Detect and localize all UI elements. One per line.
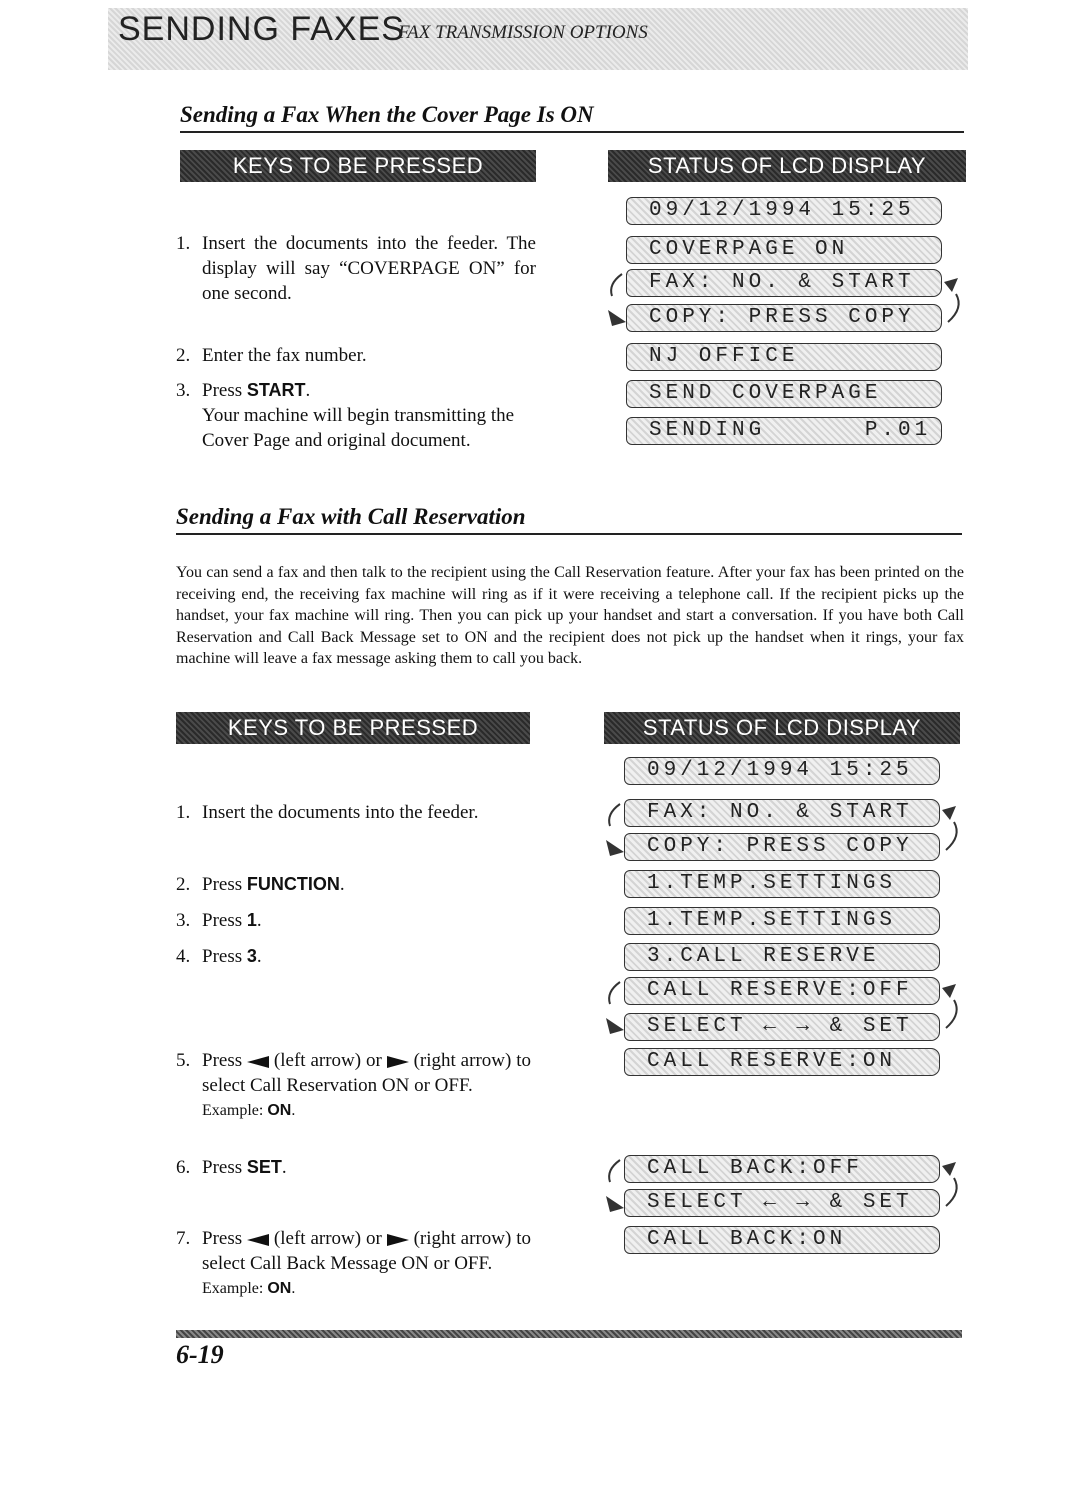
alternate-left-bracket-icon	[602, 978, 626, 1042]
step-text: Press	[202, 1050, 248, 1071]
lcd-line: 1.TEMP.SETTINGS	[624, 870, 940, 898]
step-number: 4.	[176, 946, 191, 967]
footer-band	[176, 1330, 962, 1338]
lcd-line: 1.TEMP.SETTINGS	[624, 907, 940, 935]
alternate-right-bracket-icon	[942, 276, 966, 340]
lcd-line: SEND COVERPAGE	[626, 380, 942, 408]
alternate-left-bracket-icon	[602, 1156, 626, 1220]
section-title-cover-page: Sending a Fax When the Cover Page Is ON	[180, 102, 964, 133]
period: .	[305, 380, 311, 401]
step-number: 2.	[176, 345, 191, 366]
lcd-line: 09/12/1994 15:25	[626, 197, 942, 225]
page-number: 6-19	[176, 1340, 224, 1369]
example-value: ON	[267, 1102, 292, 1119]
alternate-right-bracket-icon	[940, 804, 964, 868]
step-number: 6.	[176, 1157, 191, 1178]
step-text: Enter the fax number.	[202, 345, 367, 366]
step-1	[176, 800, 531, 825]
step-number: 3.	[176, 910, 191, 931]
step-number: 1.	[176, 233, 191, 254]
period: .	[256, 910, 262, 931]
step-2	[176, 872, 531, 897]
step-text: Press	[202, 380, 247, 401]
step-text: Insert the documents into the feeder. The display will say “COVERPAGE ON” for one second.	[202, 233, 536, 304]
lcd-line: COVERPAGE ON	[626, 236, 942, 264]
step-number: 7.	[176, 1228, 191, 1249]
period: .	[291, 1102, 296, 1119]
step-number: 5.	[176, 1050, 191, 1071]
key-set: SET	[246, 1157, 282, 1177]
step-4	[176, 944, 531, 969]
chapter-subtitle: FAX TRANSMISSION OPTIONS	[398, 22, 648, 43]
period: .	[339, 874, 345, 895]
example-value: ON	[267, 1280, 292, 1297]
left-arrow-key-icon	[247, 1234, 269, 1246]
step-number: 1.	[176, 802, 191, 823]
step-5	[176, 1048, 531, 1123]
keys-to-be-pressed-bar: KEYS TO BE PRESSED	[176, 712, 530, 744]
step-2	[176, 343, 536, 368]
lcd-line: CALL BACK:OFF	[624, 1155, 940, 1183]
left-arrow-key-icon	[247, 1056, 269, 1068]
right-arrow-key-icon	[387, 1056, 409, 1068]
example	[202, 1098, 531, 1123]
step-detail: Your machine will begin transmitting the Cover Page and original document.	[202, 405, 515, 451]
step-3	[176, 908, 531, 933]
chapter-title: SENDING FAXES	[118, 10, 405, 48]
lcd-line: 3.CALL RESERVE	[624, 943, 940, 971]
step-number: 3.	[176, 380, 191, 401]
step-text: (right arrow) to select Call Reservation ON or OFF.	[202, 1050, 531, 1096]
step-text: Press	[202, 874, 247, 895]
alternate-left-bracket-icon	[602, 800, 626, 864]
lcd-line: SENDING P.01	[626, 417, 942, 445]
example-label: Example:	[202, 1280, 268, 1297]
keys-to-be-pressed-bar: KEYS TO BE PRESSED	[180, 150, 536, 182]
alternate-right-bracket-icon	[940, 982, 964, 1046]
key-function: FUNCTION	[246, 874, 340, 894]
step-text: Press	[202, 946, 247, 967]
step-text: (left arrow) or	[269, 1050, 387, 1071]
lcd-line: CALL BACK:ON	[624, 1226, 940, 1254]
period: .	[281, 1157, 287, 1178]
step-6	[176, 1155, 531, 1180]
status-lcd-bar: STATUS OF LCD DISPLAY	[608, 150, 966, 182]
period: .	[256, 946, 262, 967]
alternate-right-bracket-icon	[940, 1160, 964, 1224]
key-3: 3	[246, 946, 257, 966]
lcd-line: NJ OFFICE	[626, 343, 942, 371]
step-7	[176, 1226, 531, 1301]
lcd-line: SELECT ← → & SET	[624, 1189, 940, 1217]
step-text: Press	[202, 1228, 248, 1249]
key-1: 1	[246, 910, 257, 930]
lcd-line: FAX: NO. & START	[626, 269, 942, 297]
step-3	[176, 378, 536, 453]
key-start: START	[246, 380, 306, 400]
lcd-line: COPY: PRESS COPY	[626, 304, 942, 332]
lcd-line: SELECT ← → & SET	[624, 1013, 940, 1041]
step-number: 2.	[176, 874, 191, 895]
lcd-line: CALL RESERVE:ON	[624, 1048, 940, 1076]
right-arrow-key-icon	[387, 1234, 409, 1246]
lcd-line: FAX: NO. & START	[624, 799, 940, 827]
lcd-line: CALL RESERVE:OFF	[624, 977, 940, 1005]
status-lcd-bar: STATUS OF LCD DISPLAY	[604, 712, 960, 744]
step-text: Press	[202, 910, 247, 931]
step-text: (right arrow) to select Call Back Message ON or OFF.	[202, 1228, 531, 1274]
example-label: Example:	[202, 1102, 268, 1119]
step-text: Insert the documents into the feeder.	[202, 802, 479, 823]
lcd-line: 09/12/1994 15:25	[624, 757, 940, 785]
alternate-left-bracket-icon	[604, 270, 628, 334]
step-1	[176, 231, 536, 306]
section-title-call-reservation: Sending a Fax with Call Reservation	[176, 504, 962, 535]
lcd-line: COPY: PRESS COPY	[624, 833, 940, 861]
period: .	[291, 1280, 296, 1297]
step-text: (left arrow) or	[269, 1228, 387, 1249]
call-reservation-description: You can send a fax and then talk to the recipient using the Call Reservation feature. After your fax has been printed on the receiving end, the receiving fax machine will ring as if it were receiving a telephone call. If the recipient picks up the handset, your fax machine will ring. Then you can pick up your handset and start a conversation. If you have both Call Reservation and Call Back Message set to ON and the recipient does not pick up the handset when it rings, your fax machine will leave a fax message asking them to call you back.	[176, 564, 964, 667]
step-text: Press	[202, 1157, 247, 1178]
example	[202, 1276, 531, 1301]
